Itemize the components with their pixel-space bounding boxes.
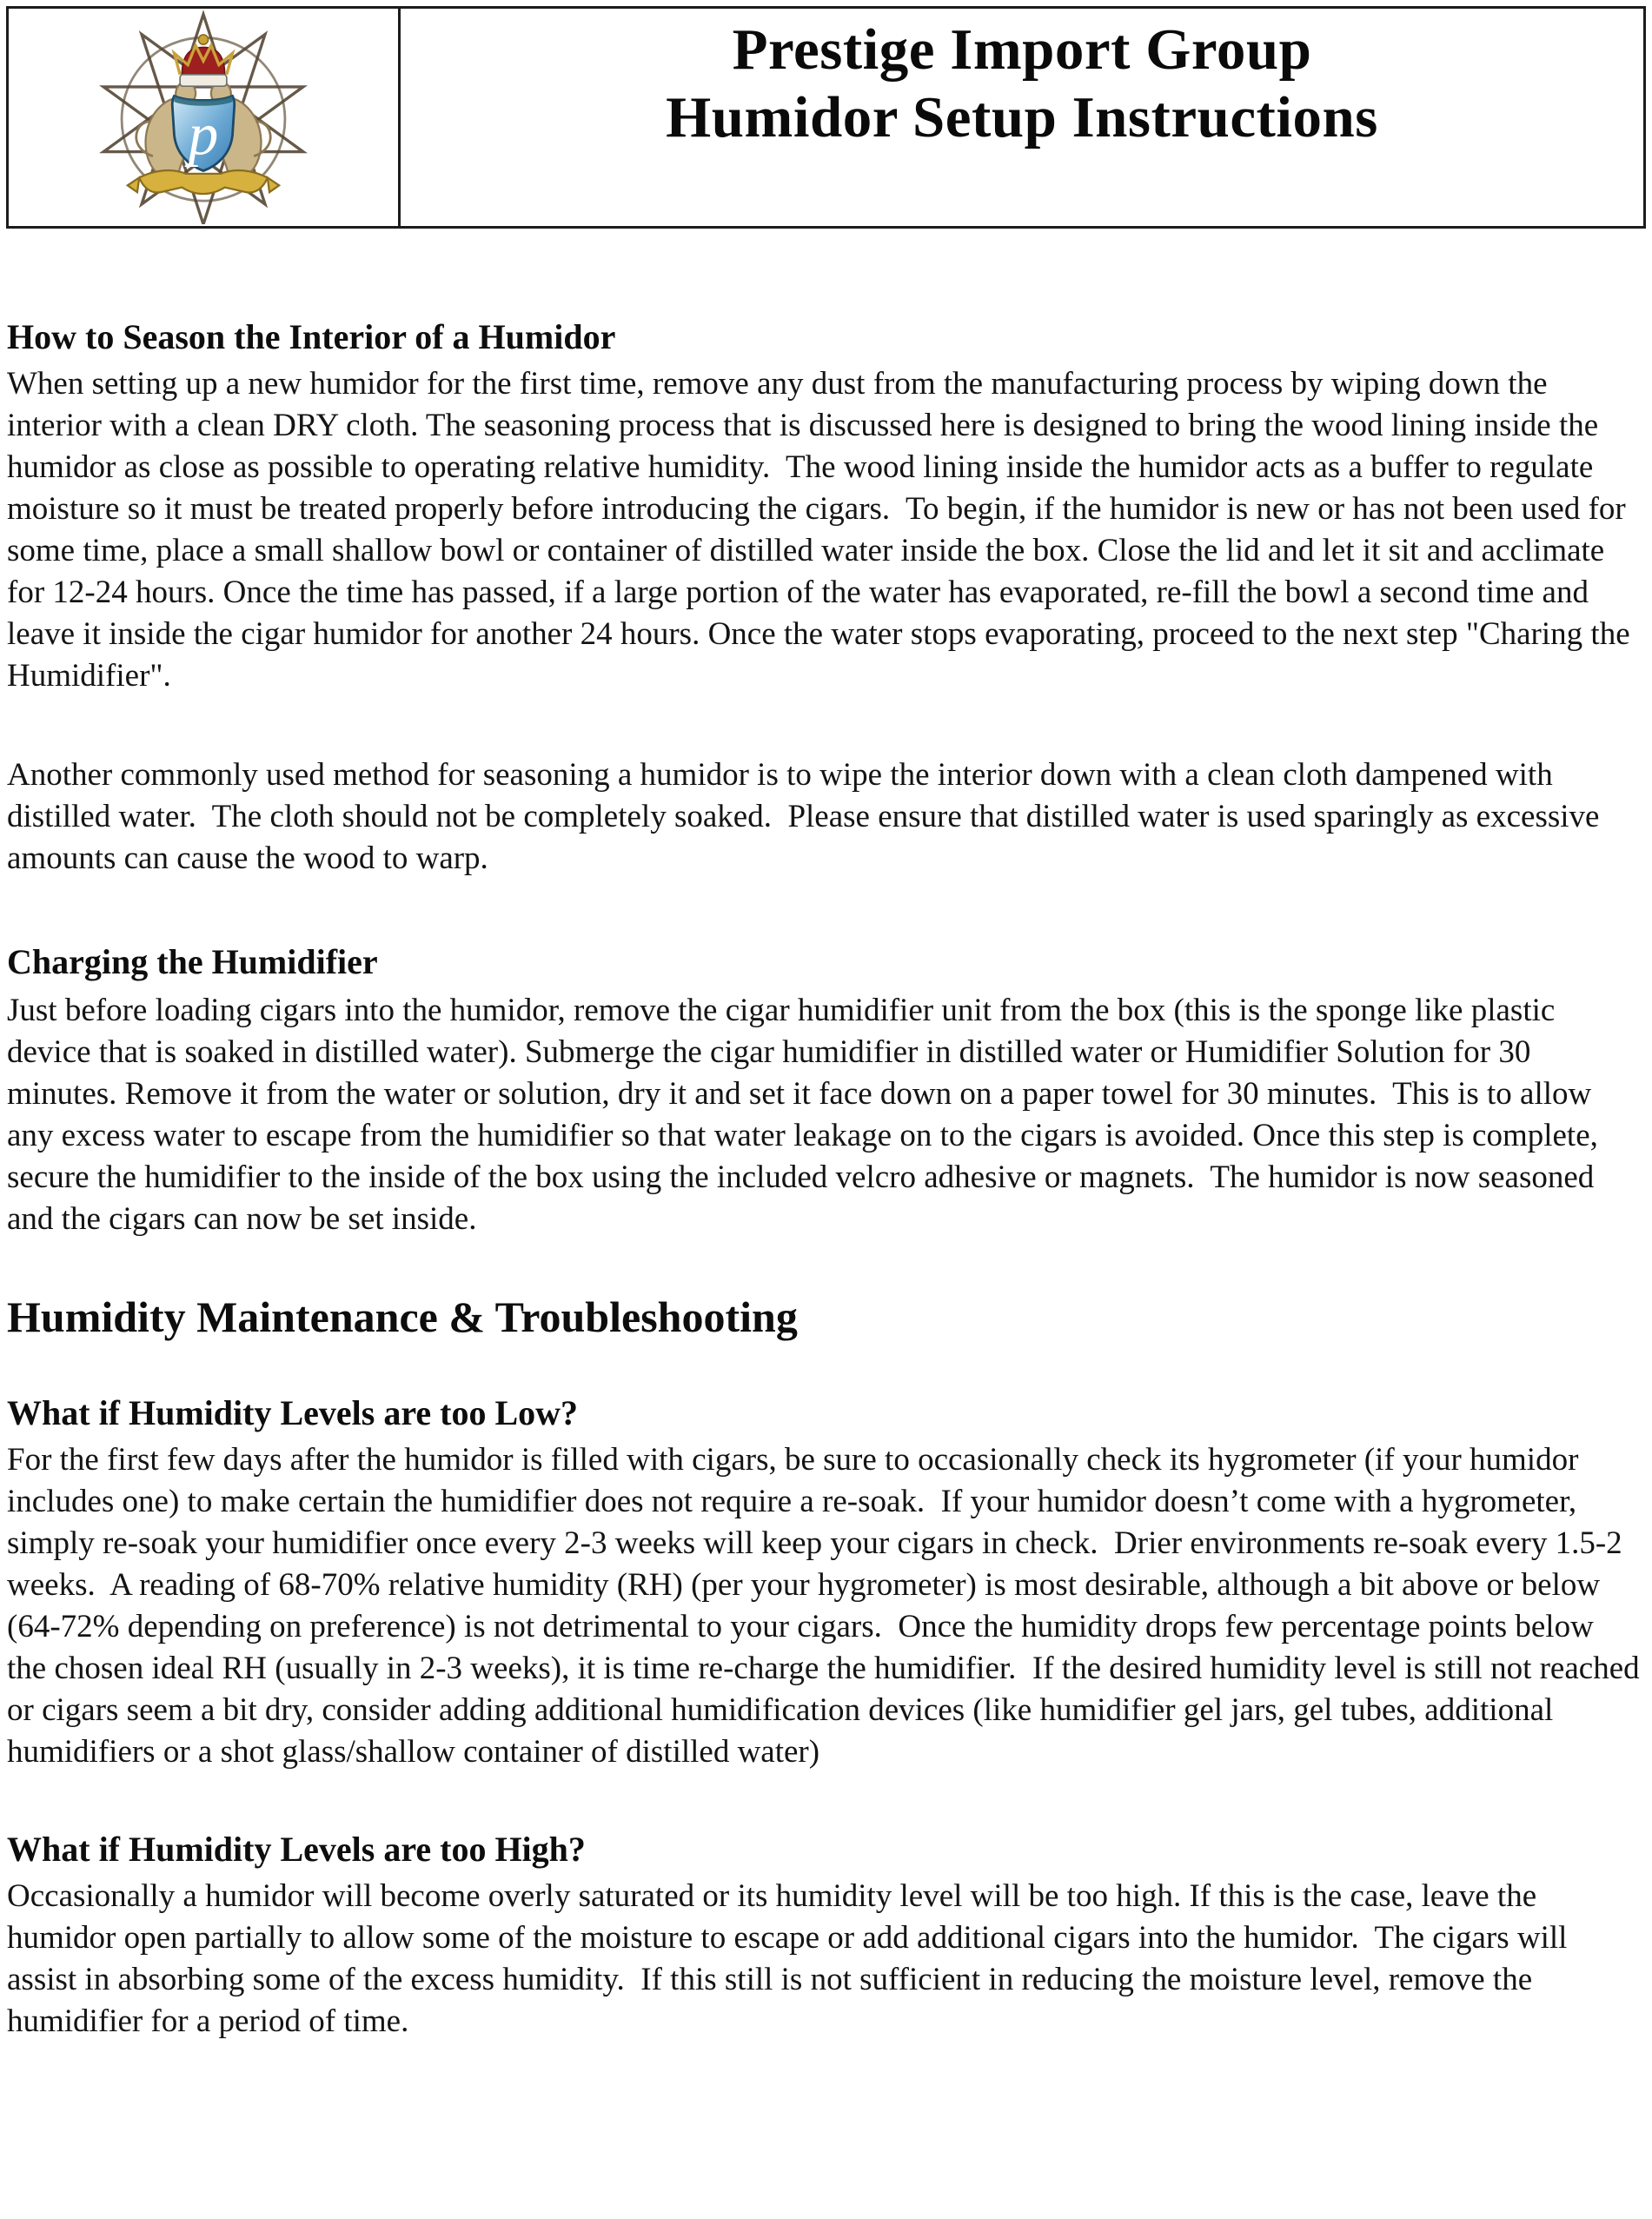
crest-monogram: p — [188, 100, 219, 168]
prestige-crest-logo — [75, 10, 332, 224]
paragraph-seasoning-2: Another commonly used method for seasoning a humidor is to wipe the interior down with a clean cloth dampened with distilled water. The cloth should not be completely soaked. Please ensure that distilled water is used sparingly as excessive amounts can cause the wood to warp. — [7, 757, 1608, 876]
title-line-1: Prestige Import Group — [732, 17, 1312, 82]
crown-icon — [174, 35, 232, 86]
paragraph-humidity-high: Occasionally a humidor will become overly saturated or its humidity level will be too high. If this is the case, leave the humidor open partially to allow some of the moisture to escape or add additional cigars into the humidor. The cigars will assist in absorbing some of the excess humidity. If this still is not sufficient in reducing the moisture level, remove the humidifier for a period of time. — [7, 1878, 1576, 2039]
document-page — [0, 6, 1652, 2219]
document-body — [0, 316, 1652, 2043]
document-title — [401, 9, 1643, 226]
paragraph-humidity-low: For the first few days after the humidor is filled with cigars, be sure to occasionally check its hygrometer (if your humidor includes one) to make certain the humidifier does not require a re-soak. If your humidor doesn’t come with a hygrometer, simply re-soak your humidifier once every 2-3 weeks will keep your cigars in check. Drier environments re-soak every 1.5-2 weeks. A reading of 68-70% relative humidity (RH) (per your hygrometer) is most desirable, although a bit above or below (64-72% depending on preference) is not detrimental to your cigars. Once the humidity drops few percentage points below the chosen ideal RH (usually in 2-3 weeks), it is time re-charge the humidifier. If the desired humidity level is still not reached or cigars seem a bit dry, consider adding additional humidification devices (like humidifier gel jars, gel tubes, additional humidifiers or a shot glass/shallow container of distilled water) — [7, 1442, 1648, 1770]
title-line-2: Humidor Setup Instructions — [666, 85, 1378, 149]
document-header — [6, 6, 1646, 229]
heading-humidity-too-low: What if Humidity Levels are too Low? — [7, 1393, 579, 1432]
paragraph-charging: Just before loading cigars into the humidor, remove the cigar humidifier unit from the box (this is the sponge like plastic device that is soaked in distilled water). Submerge the cigar humidifier in distilled water or Humidifier Solution for 30 minutes. Remove it from the water or solution, dry it and set it face down on a paper towel for 30 minutes. This is to allow any excess water to escape from the humidifier so that water leakage on to the cigars is avoided. Once this step is complete, secure the humidifier to the inside of the box using the included velcro adhesive or magnets. The humidor is now seasoned and the cigars can now be set inside. — [7, 993, 1607, 1237]
paragraph-seasoning-1: When setting up a new humidor for the first time, remove any dust from the manufacturing process by wiping down the interior with a clean DRY cloth. The seasoning process that is discussed here is designed to bring the wood lining inside the humidor as close as possible to operating relative humidity. The wood lining inside the humidor acts as a buffer to regulate moisture so it must be treated properly before introducing the cigars. To begin, if the humidor is new or has not been used for some time, place a small shallow bowl or container of distilled water inside the box. Close the lid and let it sit and acclimate for 12-24 hours. Once the time has passed, if a large portion of the water has evaporated, re-fill the bowl a second time and leave it inside the cigar humidor for another 24 hours. Once the water stops evaporating, proceed to the next step "Charing the Humidifier". — [7, 366, 1638, 694]
heading-season-interior: How to Season the Interior of a Humidor — [7, 317, 616, 356]
banner-ribbon-icon — [128, 170, 279, 194]
heading-humidity-too-high: What if Humidity Levels are too High? — [7, 1830, 586, 1869]
heading-humidity-maintenance: Humidity Maintenance & Troubleshooting — [7, 1292, 798, 1341]
heading-charging-humidifier: Charging the Humidifier — [7, 942, 378, 981]
logo-cell — [9, 9, 401, 226]
